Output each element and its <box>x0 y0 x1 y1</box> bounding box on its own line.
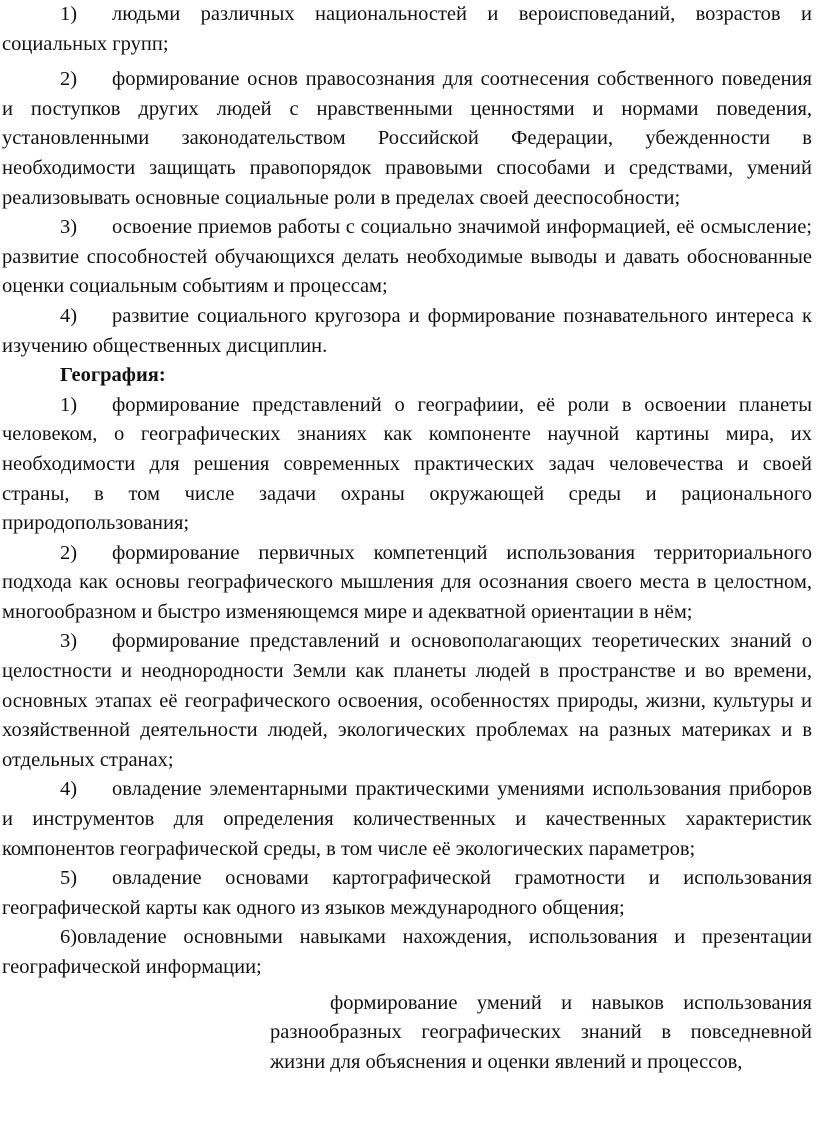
section-heading-geography: География: <box>60 364 166 387</box>
item-number: 2) <box>60 541 78 564</box>
list-item <box>0 0 816 59</box>
item-number: 1) <box>60 3 78 25</box>
item-number: 3) <box>60 630 78 653</box>
list-item <box>0 65 816 213</box>
item-number: 3) <box>60 216 78 239</box>
item-text: развитие социального кругозора и формирование познавательного интереса к изучению общественных дисциплин. <box>2 304 812 357</box>
item-number: 4) <box>60 304 78 327</box>
list-item <box>0 539 816 628</box>
item-text: людьми различных национальностей и вероисповеданий, возрастов и социальных групп; <box>2 3 812 55</box>
item-text: овладение основами картографической грамотности и использования географической карты как одного из языков международного общения; <box>2 867 812 919</box>
list-item <box>0 775 816 864</box>
item-text: формирование первичных компетенций использования территориального подхода как основы географического мышления для осознания своего места в целостном, многообразном и быстро изменяющемся мире и адекватной ориентации в нём; <box>2 541 812 623</box>
list-item <box>0 923 816 982</box>
item-text: формирование основ правосознания для соотнесения собственного поведения и поступков других людей с нравственными ценностями и нормами поведения, установленными законодательством Российской Федерации, убежденности в необходимости защищать правопорядок правовыми способами и средствами, умений реализовывать основные социальные роли в пределах своей дееспособности; <box>2 68 812 209</box>
list-item <box>0 627 816 775</box>
list-item <box>0 864 816 923</box>
item-number: 1) <box>60 393 78 416</box>
item-number: 4) <box>60 778 78 801</box>
item-number: 2) <box>60 68 78 91</box>
item-text: овладение основными навыками нахождения, использования и презентации географической информации; <box>2 926 812 978</box>
item-number: 5) <box>60 867 78 890</box>
indented-paragraph: формирование умений и навыков использования разнообразных географических знаний в повседневной жизни для объяснения и оценки явлений и процессов, <box>270 991 812 1073</box>
item-number: 6) <box>60 926 78 949</box>
list-item <box>0 213 816 302</box>
item-text: овладение элементарными практическими умениями использования приборов и инструментов для определения количественных и качественных характеристик компонентов географической среды, в том числе её экологических параметров; <box>2 778 812 860</box>
item-text: формирование представлений и основополагающих теоретических знаний о целостности и неоднородности Земли как планеты людей в пространстве и во времени, основных этапах её географического освоения, особенностях природы, жизни, культуры и хозяйственной деятельности людей, экологических проблемах на разных материках и в отдельных странах; <box>2 630 812 771</box>
list-item <box>0 302 816 361</box>
list-item <box>0 391 816 539</box>
item-text: формирование представлений о географиии, её роли в освоении планеты человеком, о географических знаниях как компоненте научной картины мира, их необходимости для решения современных практических задач человечества и своей страны, в том числе задачи охраны окружающей среды и рационального природопользования; <box>2 393 812 535</box>
item-text: освоение приемов работы с социально значимой информацией, её осмысление; развитие способностей обучающихся делать необходимые выводы и давать обоснованные оценки социальным событиям и процессам; <box>2 216 812 298</box>
